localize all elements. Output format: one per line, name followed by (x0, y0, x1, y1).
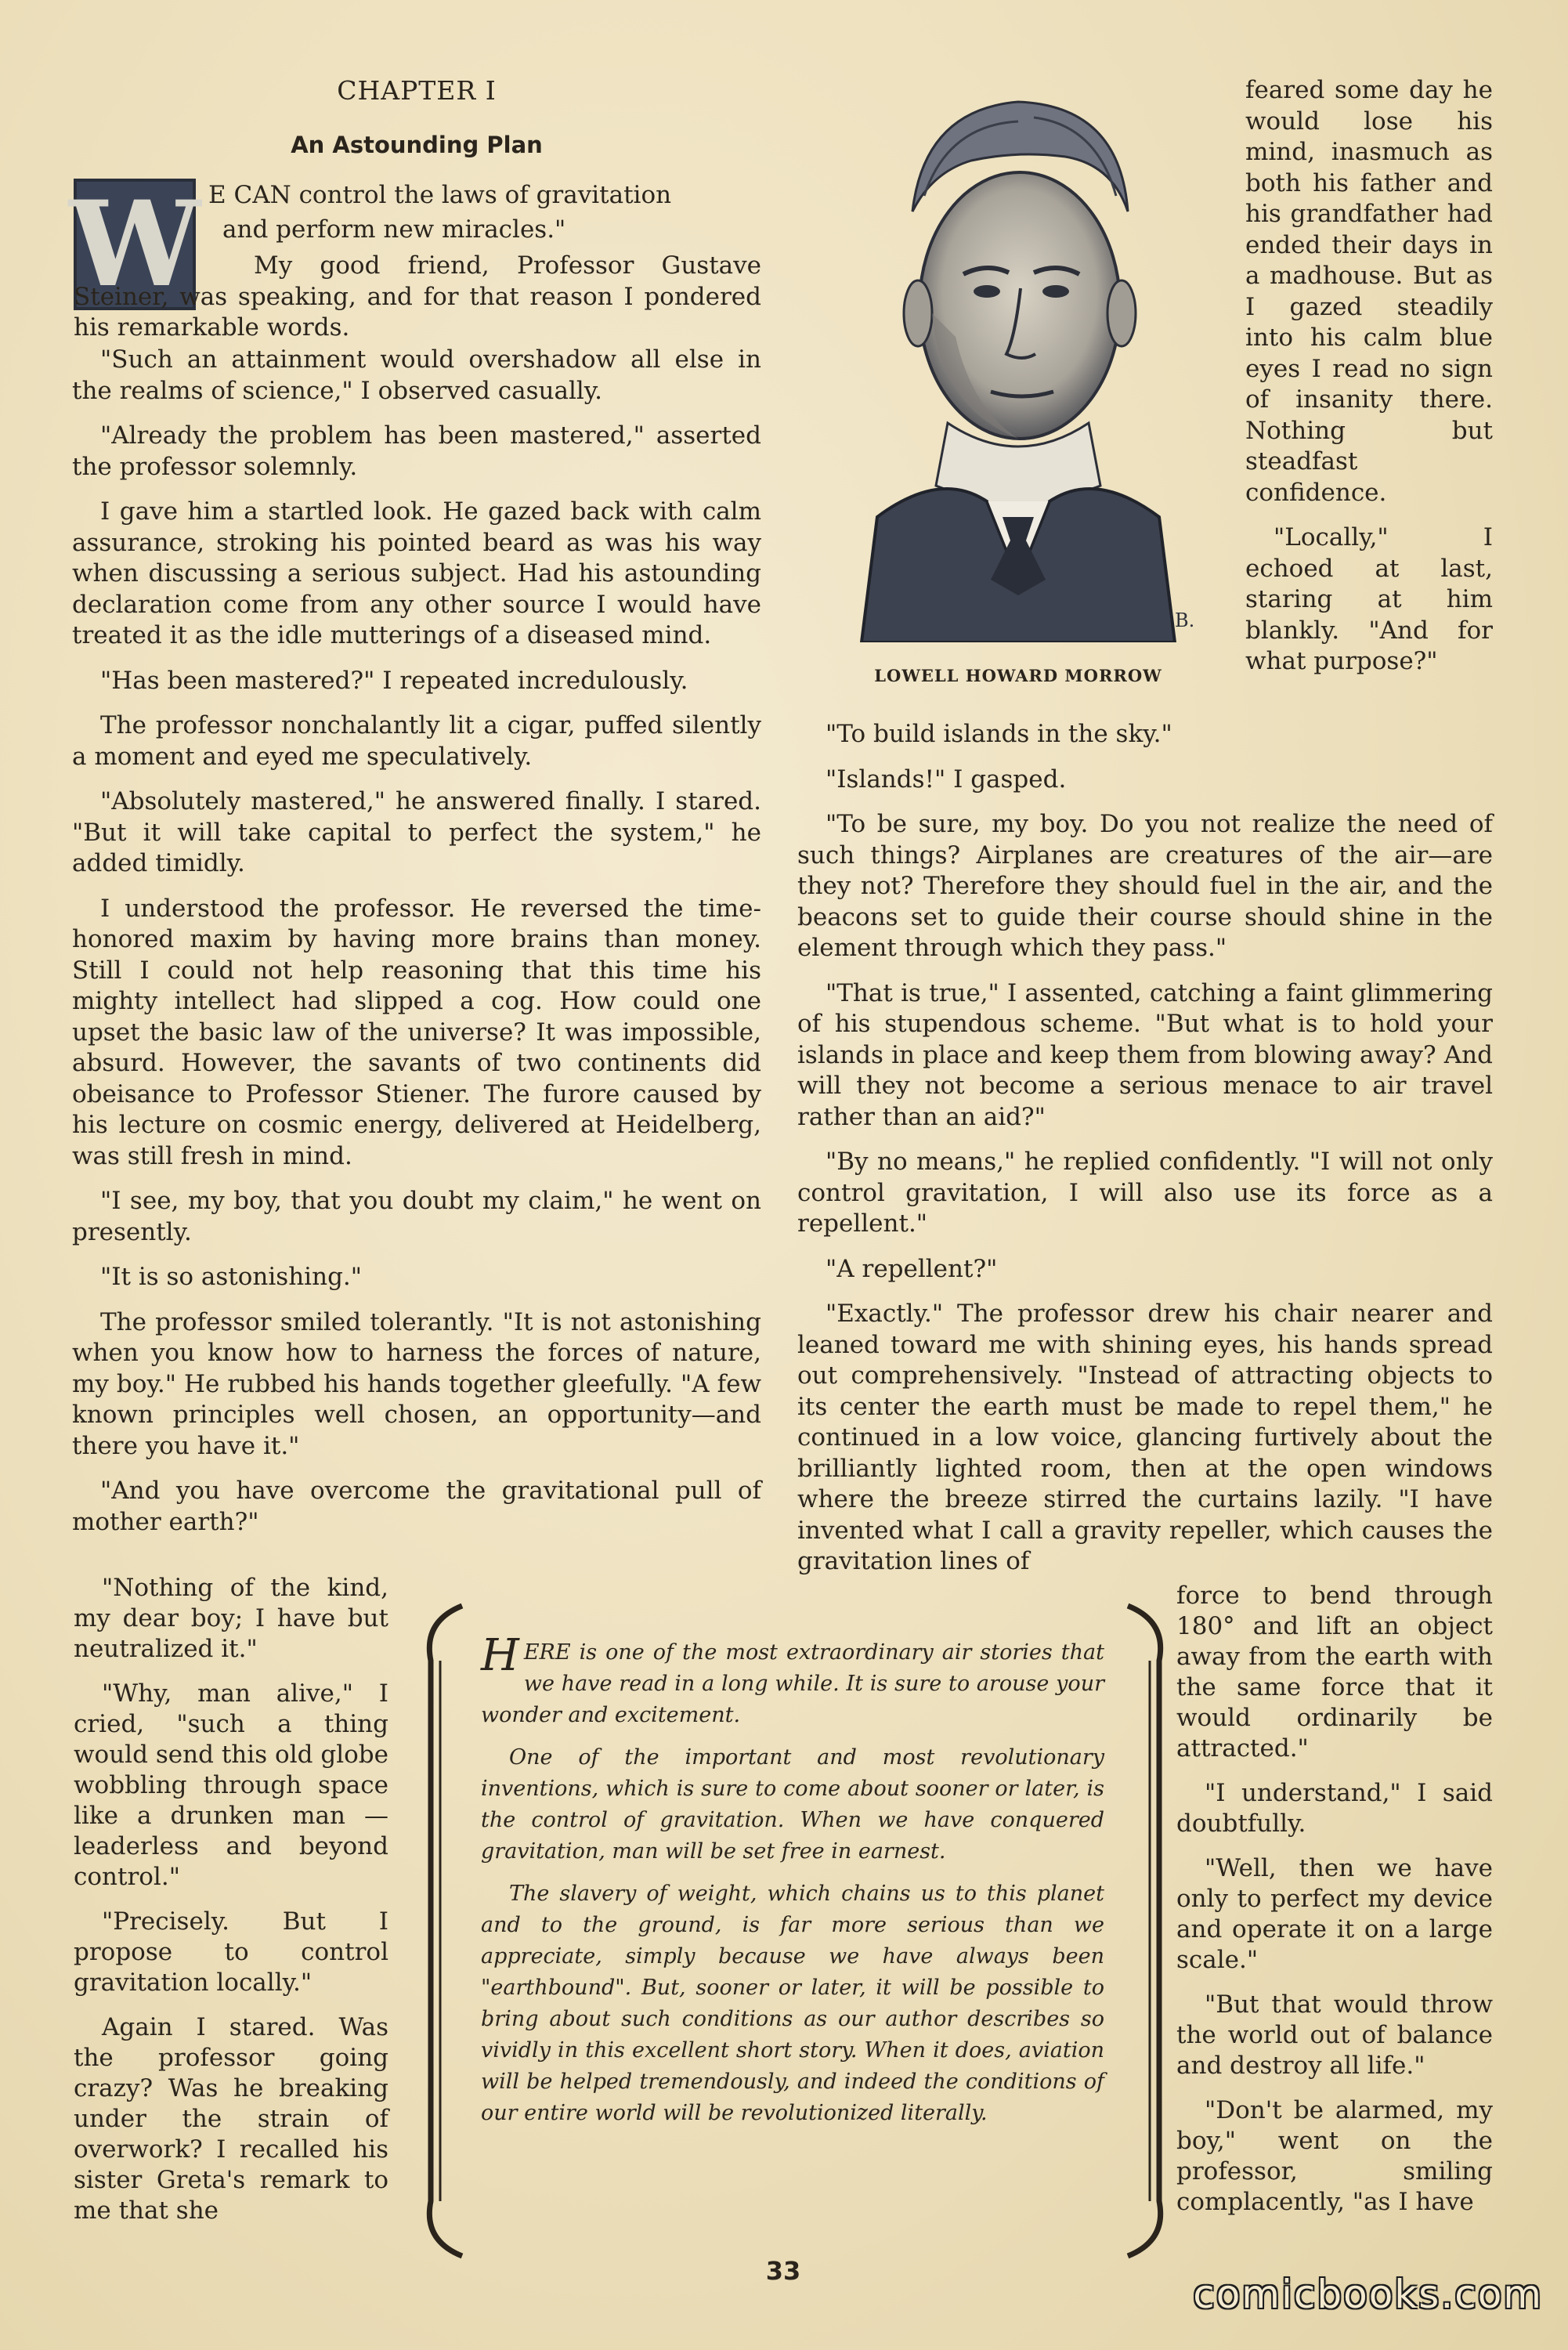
right-column (797, 719, 1493, 1592)
editorial-para-2: One of the important and most revolutionary inventions, which is sure to come about sooner or later, is the control of gravitation. When we have conquered gravitation, man will be set free in earnest. (481, 1745, 1104, 1864)
paragraph: "Such an attainment would overshadow all else in the realms of science," I observed casually. (72, 345, 761, 405)
intro-para-2: My good friend, Professor Gustave Steiner, was speaking, and for that reason I pondered his remarkable words. (74, 251, 761, 342)
paragraph: "To be sure, my boy. Do you not realize the need of such things? Airplanes are creatures of the air—are they not? Therefore they should fuel in the air, and the beacons set to guide their course should shine in the element through which they pass." (797, 810, 1493, 962)
right-narrow-column (1176, 1581, 1493, 2232)
portrait-caption: LOWELL HOWARD MORROW (874, 666, 1162, 685)
watermark-logo: comicbooks.com (1193, 2272, 1543, 2317)
editorial-para-1 (481, 1630, 1104, 1731)
page-number: 33 (765, 2256, 801, 2286)
paragraph: Again I stared. Was the professor going crazy? Was he breaking under the strain of overwork? I recalled his sister Greta's remark to me that she (74, 2013, 388, 2225)
paragraph: "That is true," I assented, catching a faint glimmering of his stupendous scheme. "But what is to hold your islands in place and keep them from blowing away? And will they not become a serious menace to air travel rather than an aid?" (797, 978, 1493, 1131)
dropcap-letter: W (68, 175, 201, 313)
right-top-column (1245, 75, 1493, 692)
intro-line-2: and perform new miracles." (222, 215, 566, 244)
paragraph: "Why, man alive," I cried, "such a thing would send this old globe wobbling through space like a drunken man — leaderless and beyond control." (74, 1679, 388, 1891)
intro-line-1: E CAN control the laws of gravitation (208, 181, 672, 209)
author-portrait (830, 78, 1206, 642)
artist-initial: B. (1175, 609, 1195, 631)
editorial-initial: H (481, 1630, 519, 1681)
editorial-note (481, 1630, 1104, 2140)
paragraph: I understood the professor. He reversed the time-honored maxim by having more brains than money. Still I could not help reasoning that this time his mighty intellect had slipped a cog. How could one upset the basic law of the universe? It was impossible, absurd. However, the savants of two continents did obeisance to Professor Stiener. The furore caused by his lecture on cosmic energy, delivered at Heidelberg, was still fresh in mind. (72, 894, 761, 1170)
paragraph: "Precisely. But I propose to control gravitation locally." (74, 1907, 388, 1997)
left-column (72, 345, 761, 1552)
paragraph: "A repellent?" (826, 1254, 998, 1283)
paragraph: "Already the problem has been mastered," asserted the professor solemnly. (72, 421, 761, 481)
paragraph: "I see, my boy, that you doubt my claim," he went on presently. (72, 1187, 761, 1246)
left-bracket-ornament (407, 1598, 478, 2264)
paragraph: "I understand," I said doubtfully. (1176, 1779, 1493, 1838)
chapter-subtitle: An Astounding Plan (291, 132, 543, 158)
paragraph: The professor nonchalantly lit a cigar, puffed silently a moment and eyed me speculatively. (72, 711, 761, 771)
chapter-heading: CHAPTER I (337, 75, 497, 106)
paragraph: "It is so astonishing." (100, 1263, 363, 1291)
paragraph: feared some day he would lose his mind, inasmuch as both his father and his grandfather had ended their days in a madhouse. But as I gazed steadily into his calm blue eyes I read no sign of insanity there. Nothing but steadfast confidence. (1245, 76, 1493, 507)
right-bracket-ornament (1112, 1598, 1183, 2264)
paragraph: "Absolutely mastered," he answered finally. I stared. "But it will take capital to perfect the system," he added timidly. (72, 787, 761, 877)
paragraph: "Don't be alarmed, my boy," went on the professor, smiling complacently, "as I have (1176, 2096, 1493, 2216)
paragraph: "And you have overcome the gravitational pull of mother earth?" (72, 1477, 761, 1536)
paragraph: "Exactly." The professor drew his chair nearer and leaned toward me with shining eyes, his hands spread out comprehensively. "Instead of attracting objects to its center the earth must be made to repel them," he continued in a low voice, glancing furtively about the brilliantly lighted room, then at the open windows where the breeze stirred the curtains lazily. "I have invented what I call a gravity repeller, which causes the gravitation lines of (797, 1300, 1493, 1575)
editorial-para-3: The slavery of weight, which chains us to this planet and to the ground, is far more serious than we appreciate, simply because we have always been "earthbound". But, sooner or later, it will be possible to bring about such conditions as our author describes so vividly in this excellent short story. When it does, aviation will be helped tremendously, and indeed the conditions of our entire world will be revolutionized literally. (481, 1882, 1104, 2125)
paragraph: "Islands!" I gasped. (826, 765, 1067, 794)
paragraph: "Nothing of the kind, my dear boy; I have but neutralized it." (74, 1574, 388, 1663)
left-narrow-column (74, 1573, 388, 2240)
paragraph: "Well, then we have only to perfect my device and operate it on a large scale." (1176, 1854, 1493, 1974)
paragraph: "Locally," I echoed at last, staring at him blankly. "And for what purpose?" (1245, 523, 1493, 675)
editorial-para-1-text: ERE is one of the most extraordinary air stories that we have read in a long while. It is sure to arouse your wonder and excitement. (481, 1640, 1104, 1727)
paragraph: I gave him a startled look. He gazed back with calm assurance, stroking his pointed beard as was his way when discussing a serious subject. Had his astounding declaration come from any other source I would have treated it as the idle mutterings of a diseased mind. (72, 497, 761, 649)
portrait-drawing (830, 78, 1206, 642)
paragraph: "To build islands in the sky." (826, 720, 1172, 748)
paragraph: "But that would throw the world out of balance and destroy all life." (1176, 1990, 1493, 2080)
paragraph: force to bend through 180° and lift an object away from the earth with the same force that it would ordinarily be attracted." (1176, 1582, 1493, 1762)
intro-paragraph (74, 251, 761, 358)
paragraph: "By no means," he replied confidently. "I will not only control gravitation, I will also use its force as a repellent." (797, 1148, 1493, 1238)
paragraph: "Has been mastered?" I repeated incredulously. (100, 666, 688, 695)
paragraph: The professor smiled tolerantly. "It is not astonishing when you know how to harness the forces of nature, my boy." He rubbed his hands together gleefully. "A few known principles well chosen, an opportunity—and there you have it." (72, 1307, 761, 1460)
